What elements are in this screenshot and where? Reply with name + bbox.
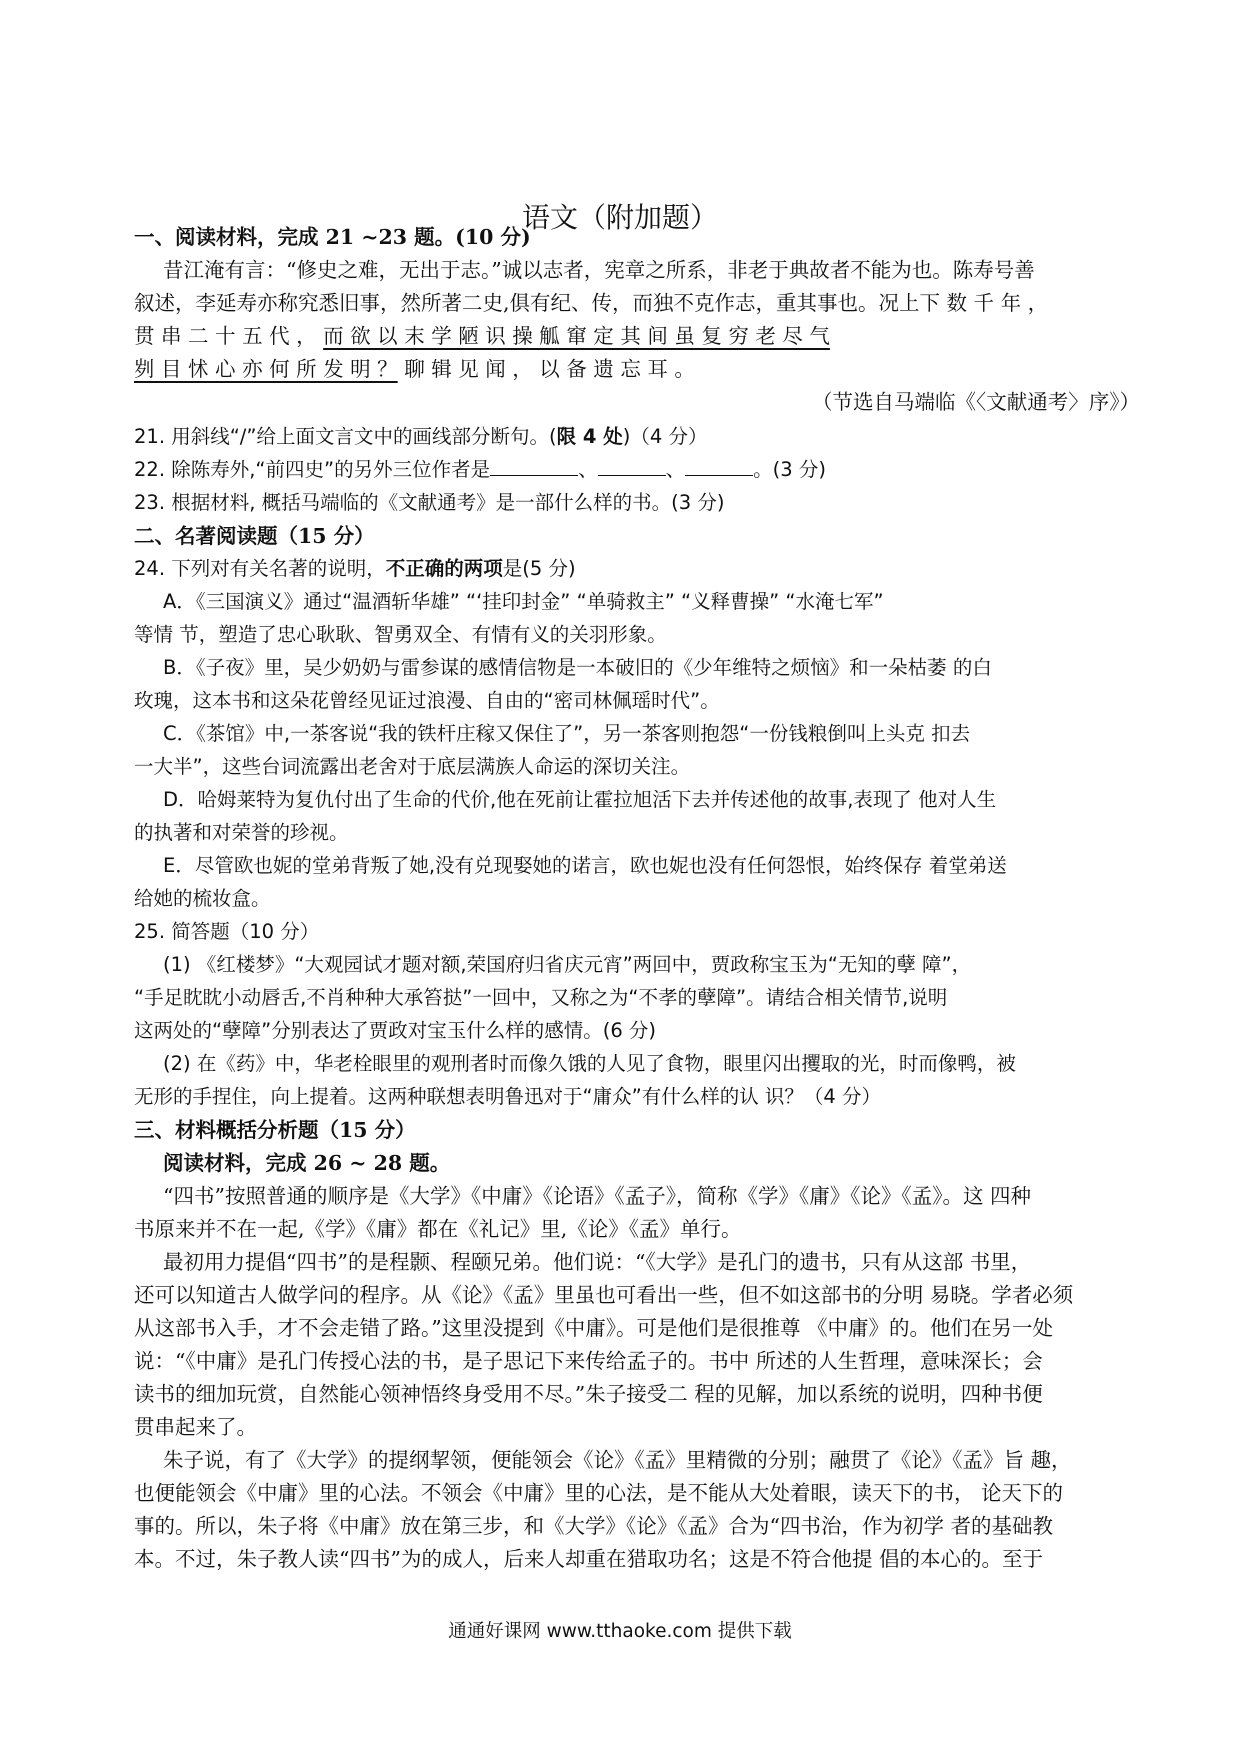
option-e-cont: 给她的梳妆盒。	[134, 887, 271, 910]
answer-blank[interactable]	[598, 453, 666, 476]
subquestion-2: (2) 在《药》中，华老栓眼里的观刑者时而像久饿的人见了食物，眼里闪出攫取的光，时而像鸭，被	[163, 1052, 1016, 1075]
page-footer: 通通好课网 www.tthaoke.com 提供下载	[448, 1621, 792, 1642]
material-line: 事的。所以，朱子将《中庸》放在第三步，和《大学》《论》《孟》合为“四书治，作为初学 者的基础教	[134, 1514, 1053, 1538]
section3-heading: 三、材料概括分析题（15 分）	[134, 1118, 416, 1142]
answer-blank[interactable]	[685, 453, 753, 476]
question-emphasis: 不正确的两项	[385, 557, 503, 580]
separator: 、	[665, 458, 686, 481]
section2-heading: 二、名著阅读题（15 分）	[134, 524, 375, 548]
underlined-passage: 而 欲 以 末 学 陋 识 操 觚 窜 定 其 间 虽 复 穷 老 尽 气	[323, 324, 830, 348]
question-text: 。(3 分)	[753, 458, 826, 481]
subquestion-1: (1) 《红楼梦》“大观园试才题对额,荣国府归省庆元宵”两回中，贾政称宝玉为“无知的孽 障”，	[163, 953, 972, 976]
material-line: 最初用力提倡“四书”的是程颢、程颐兄弟。他们说：“《大学》是孔门的遗书，只有从这部 书里，	[163, 1250, 1032, 1274]
material-line: 从这部书入手，才不会走错了路。”这里没提到《中庸》。可是他们是很推尊 《中庸》的。他们在另一处	[134, 1316, 1053, 1340]
question-25: 25. 简答题（10 分）	[134, 920, 320, 943]
question-text: 是(5 分)	[502, 557, 576, 580]
option-d-cont: 的执著和对荣誉的珍视。	[134, 821, 349, 844]
question-text: 21. 用斜线“/”给上面文言文中的画线部分断句。(	[134, 425, 557, 448]
question-23: 23. 根据材料, 概括马端临的《文献通考》是一部什么样的书。(3 分)	[134, 491, 725, 514]
section1-heading: 一、阅读材料，完成 21 ~23 题。(10 分)	[134, 225, 531, 249]
section3-subheading: 阅读材料，完成 26 ~ 28 题。	[163, 1151, 451, 1175]
option-e: E．尽管欧也妮的堂弟背叛了她,没有兑现娶她的诺言，欧也妮也没有任何怨恨，始终保存 着堂弟送	[163, 854, 1007, 877]
passage-line	[134, 352, 695, 386]
material-line: 也便能领会《中庸》里的心法。不领会《中庸》里的心法，是不能从大处着眼，读天下的书， 论天下的	[134, 1481, 1064, 1505]
question-emphasis: 限 4 处	[556, 425, 623, 448]
option-a-cont: 等情 节，塑造了忠心耿耿、智勇双全、有情有义的关羽形象。	[134, 623, 667, 646]
question-text: )（4 分）	[622, 425, 708, 448]
material-line: 书原来并不在一起,《学》《庸》都在《礼记》里,《论》《孟》单行。	[134, 1217, 742, 1241]
question-text: 22. 除陈寿外,“前四史”的另外三位作者是	[134, 458, 491, 481]
material-line: 读书的细加玩赏，自然能心领神悟终身受用不尽。”朱子接受二 程的见解，加以系统的说明，四种书便	[134, 1382, 1043, 1406]
subquestion-1-cont: “手足眈眈小动唇舌,不肖种种大承笞挞”一回中，又称之为“不孝的孽障”。请结合相关情节,说明	[134, 986, 948, 1009]
subquestion-1-cont: 这两处的“孽障”分别表达了贾政对宝玉什么样的感情。(6 分)	[134, 1019, 657, 1042]
option-c-cont: 一大半”，这些台词流露出老舍对于底层满族人命运的深切关注。	[134, 755, 691, 778]
passage-text: 聊 辑 见 闻 ， 以 备 遗 忘 耳 。	[404, 357, 695, 381]
passage-line: 叙述，李延寿亦称究悉旧事，然所著二史,俱有纪、传，而独不克作志，重其事也。况上下 数 千 年 ，	[134, 291, 1049, 315]
material-line: 朱子说，有了《大学》的提纲挈领，便能领会《论》《孟》里精微的分别；融贯了《论》《孟》旨 趣，	[163, 1448, 1072, 1472]
option-b-cont: 玫瑰，这本书和这朵花曾经见证过浪漫、自由的“密司林佩瑶时代”。	[134, 689, 720, 712]
passage-source: （节选自马端临《〈文献通考〉序》）	[812, 390, 1140, 414]
underlined-passage: 刿 目 怵 心 亦 何 所 发 明 ？	[134, 357, 398, 381]
passage-line: 昔江淹有言：“修史之难，无出于志。”诚以志者，宪章之所系，非老于典故者不能为也。陈寿号善	[163, 258, 1035, 282]
subquestion-2-cont: 无形的手捏住，向上提着。这两种联想表明鲁迅对于“庸众”有什么样的认 识？（4 分）	[134, 1085, 882, 1108]
option-d: D．哈姆莱特为复仇付出了生命的代价,他在死前让霍拉旭活下去并传述他的故事,表现了 他对人生	[163, 788, 997, 811]
answer-blank[interactable]	[490, 453, 578, 476]
page-title: 语文（附加题）	[521, 201, 718, 234]
passage-text: 贯 串 二 十 五 代 ，	[134, 324, 317, 348]
material-line: 说：“《中庸》是孔门传授心法的书，是子思记下来传给孟子的。书中 所述的人生哲理，意味深长；会	[134, 1349, 1043, 1373]
passage-line	[134, 319, 830, 353]
option-c: C．《茶馆》中,一茶客说“我的铁杆庄稼又保住了”，另一茶客则抱怨“一份钱粮倒叫上头克 扣去	[163, 722, 971, 745]
question-text: 24. 下列对有关名著的说明，	[134, 557, 386, 580]
material-line: “四书”按照普通的顺序是《大学》《中庸》《论语》《孟子》，简称《学》《庸》《论》《孟》。这 四种	[163, 1184, 1031, 1208]
material-line: 还可以知道古人做学问的程序。从《论》《孟》里虽也可看出一些，但不如这部书的分明 易晓。学者必须	[134, 1283, 1074, 1307]
option-a: A．《三国演义》通过“温酒斩华雄” “‘挂印封金” “单骑救主” “义释曹操” “水淹七军”	[163, 590, 884, 613]
separator: 、	[578, 458, 598, 481]
question-22	[134, 453, 826, 487]
question-21	[134, 420, 707, 454]
material-line: 本。不过，朱子教人读“四书”为的成人，后来人却重在猎取功名；这是不符合他提 倡的本心的。至于	[134, 1547, 1043, 1571]
material-line: 贯串起来了。	[134, 1415, 257, 1439]
option-b: B．《子夜》里，吴少奶奶与雷参谋的感情信物是一本破旧的《少年维特之烦恼》和一朵枯萎 的白	[163, 656, 992, 679]
question-24	[134, 552, 576, 586]
